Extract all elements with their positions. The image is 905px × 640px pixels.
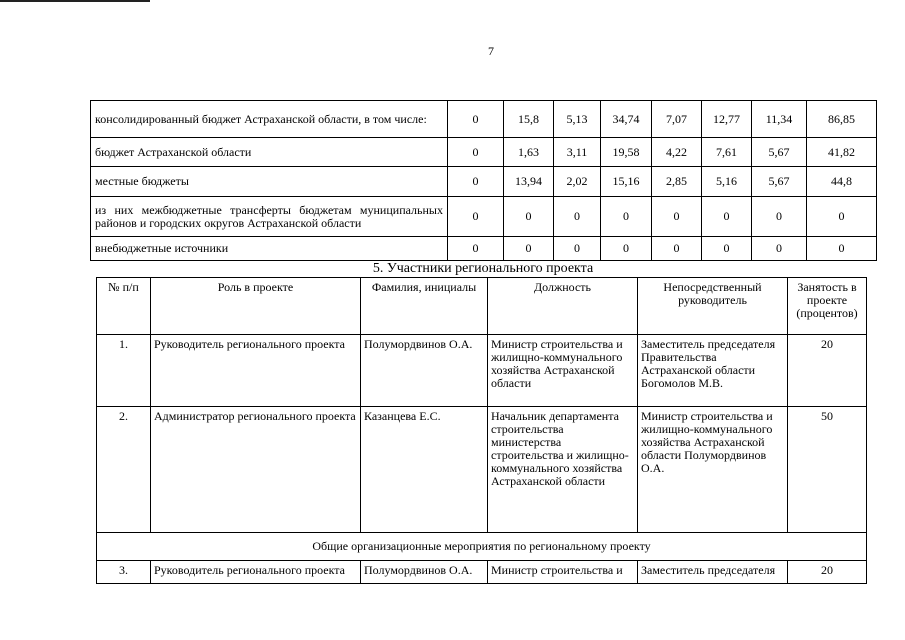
row-supervisor: Заместитель председателя xyxy=(638,561,788,584)
header-cell-supervisor: Непосредственный руководитель xyxy=(638,278,788,335)
row-role: Руководитель регионального проекта xyxy=(151,561,361,584)
budget-cell: 13,94 xyxy=(504,167,554,197)
row-load: 20 xyxy=(788,561,867,584)
table-row xyxy=(97,561,867,584)
budget-cell: 0 xyxy=(448,237,504,261)
budget-cell: 2,02 xyxy=(554,167,601,197)
budget-row xyxy=(91,197,877,237)
budget-cell: 0 xyxy=(702,237,752,261)
budget-cell: 15,8 xyxy=(504,101,554,138)
budget-cell: 19,58 xyxy=(601,138,652,167)
budget-cell: 86,85 xyxy=(807,101,877,138)
budget-cell: 1,63 xyxy=(504,138,554,167)
budget-cell: 44,8 xyxy=(807,167,877,197)
budget-cell: 15,16 xyxy=(601,167,652,197)
budget-cell: 3,11 xyxy=(554,138,601,167)
budget-cell: 11,34 xyxy=(752,101,807,138)
budget-row-label: внебюджетные источники xyxy=(91,237,448,261)
budget-cell: 7,07 xyxy=(652,101,702,138)
budget-cell: 0 xyxy=(807,237,877,261)
header-cell-position: Должность xyxy=(488,278,638,335)
budget-cell: 0 xyxy=(448,138,504,167)
budget-cell: 0 xyxy=(807,197,877,237)
budget-table xyxy=(90,100,877,261)
top-rule xyxy=(0,0,150,2)
budget-row xyxy=(91,138,877,167)
budget-cell: 7,61 xyxy=(702,138,752,167)
row-load: 50 xyxy=(788,407,867,533)
row-name: Полумордвинов О.А. xyxy=(361,561,488,584)
budget-cell: 0 xyxy=(702,197,752,237)
budget-cell: 0 xyxy=(652,197,702,237)
budget-row xyxy=(91,101,877,138)
budget-cell: 0 xyxy=(554,237,601,261)
budget-cell: 5,67 xyxy=(752,167,807,197)
group-row xyxy=(97,533,867,561)
budget-cell: 0 xyxy=(601,237,652,261)
row-role: Администратор регионального проекта xyxy=(151,407,361,533)
row-role: Руководитель регионального проекта xyxy=(151,335,361,407)
row-supervisor: Министр строительства и жилищно-коммунального хозяйства Астраханской области Полумордвинов О.А. xyxy=(638,407,788,533)
budget-cell: 12,77 xyxy=(702,101,752,138)
budget-cell: 4,22 xyxy=(652,138,702,167)
budget-row-label: консолидированный бюджет Астраханской области, в том числе: xyxy=(91,101,448,138)
budget-cell: 0 xyxy=(652,237,702,261)
row-position: Министр строительства и xyxy=(488,561,638,584)
header-cell-load: Занятость в проекте (процентов) xyxy=(788,278,867,335)
row-number: 2. xyxy=(97,407,151,533)
group-title: Общие организационные мероприятия по региональному проекту xyxy=(97,533,867,561)
row-name: Казанцева Е.С. xyxy=(361,407,488,533)
table-row xyxy=(97,335,867,407)
page-number: 7 xyxy=(488,44,494,58)
budget-cell: 2,85 xyxy=(652,167,702,197)
budget-row-label: местные бюджеты xyxy=(91,167,448,197)
row-name: Полумордвинов О.А. xyxy=(361,335,488,407)
budget-row-label: бюджет Астраханской области xyxy=(91,138,448,167)
budget-cell: 0 xyxy=(448,167,504,197)
row-supervisor: Заместитель председателя Правительства Астраханской области Богомолов М.В. xyxy=(638,335,788,407)
budget-cell: 41,82 xyxy=(807,138,877,167)
budget-row-label: из них межбюджетные трансферты бюджетам муниципальных районов и городских округов Астраханской области xyxy=(91,197,448,237)
budget-cell: 0 xyxy=(554,197,601,237)
row-position: Министр строительства и жилищно-коммунального хозяйства Астраханской области xyxy=(488,335,638,407)
budget-cell: 0 xyxy=(601,197,652,237)
budget-row xyxy=(91,167,877,197)
header-cell-number: № п/п xyxy=(97,278,151,335)
budget-cell: 5,16 xyxy=(702,167,752,197)
budget-cell: 0 xyxy=(448,101,504,138)
budget-cell: 5,67 xyxy=(752,138,807,167)
header-cell-role: Роль в проекте xyxy=(151,278,361,335)
budget-cell: 0 xyxy=(448,197,504,237)
budget-cell: 34,74 xyxy=(601,101,652,138)
section-title: 5. Участники регионального проекта xyxy=(372,261,594,276)
row-position: Начальник департамента строительства министерства строительства и жилищно-коммунального хозяйства Астраханской области xyxy=(488,407,638,533)
row-number: 3. xyxy=(97,561,151,584)
table-row xyxy=(97,407,867,533)
participants-table xyxy=(96,277,867,584)
table-header-row xyxy=(97,278,867,335)
budget-row xyxy=(91,237,877,261)
budget-cell: 0 xyxy=(504,237,554,261)
budget-cell: 0 xyxy=(752,237,807,261)
budget-cell: 5,13 xyxy=(554,101,601,138)
row-number: 1. xyxy=(97,335,151,407)
header-cell-name: Фамилия, инициалы xyxy=(361,278,488,335)
budget-cell: 0 xyxy=(504,197,554,237)
row-load: 20 xyxy=(788,335,867,407)
budget-cell: 0 xyxy=(752,197,807,237)
